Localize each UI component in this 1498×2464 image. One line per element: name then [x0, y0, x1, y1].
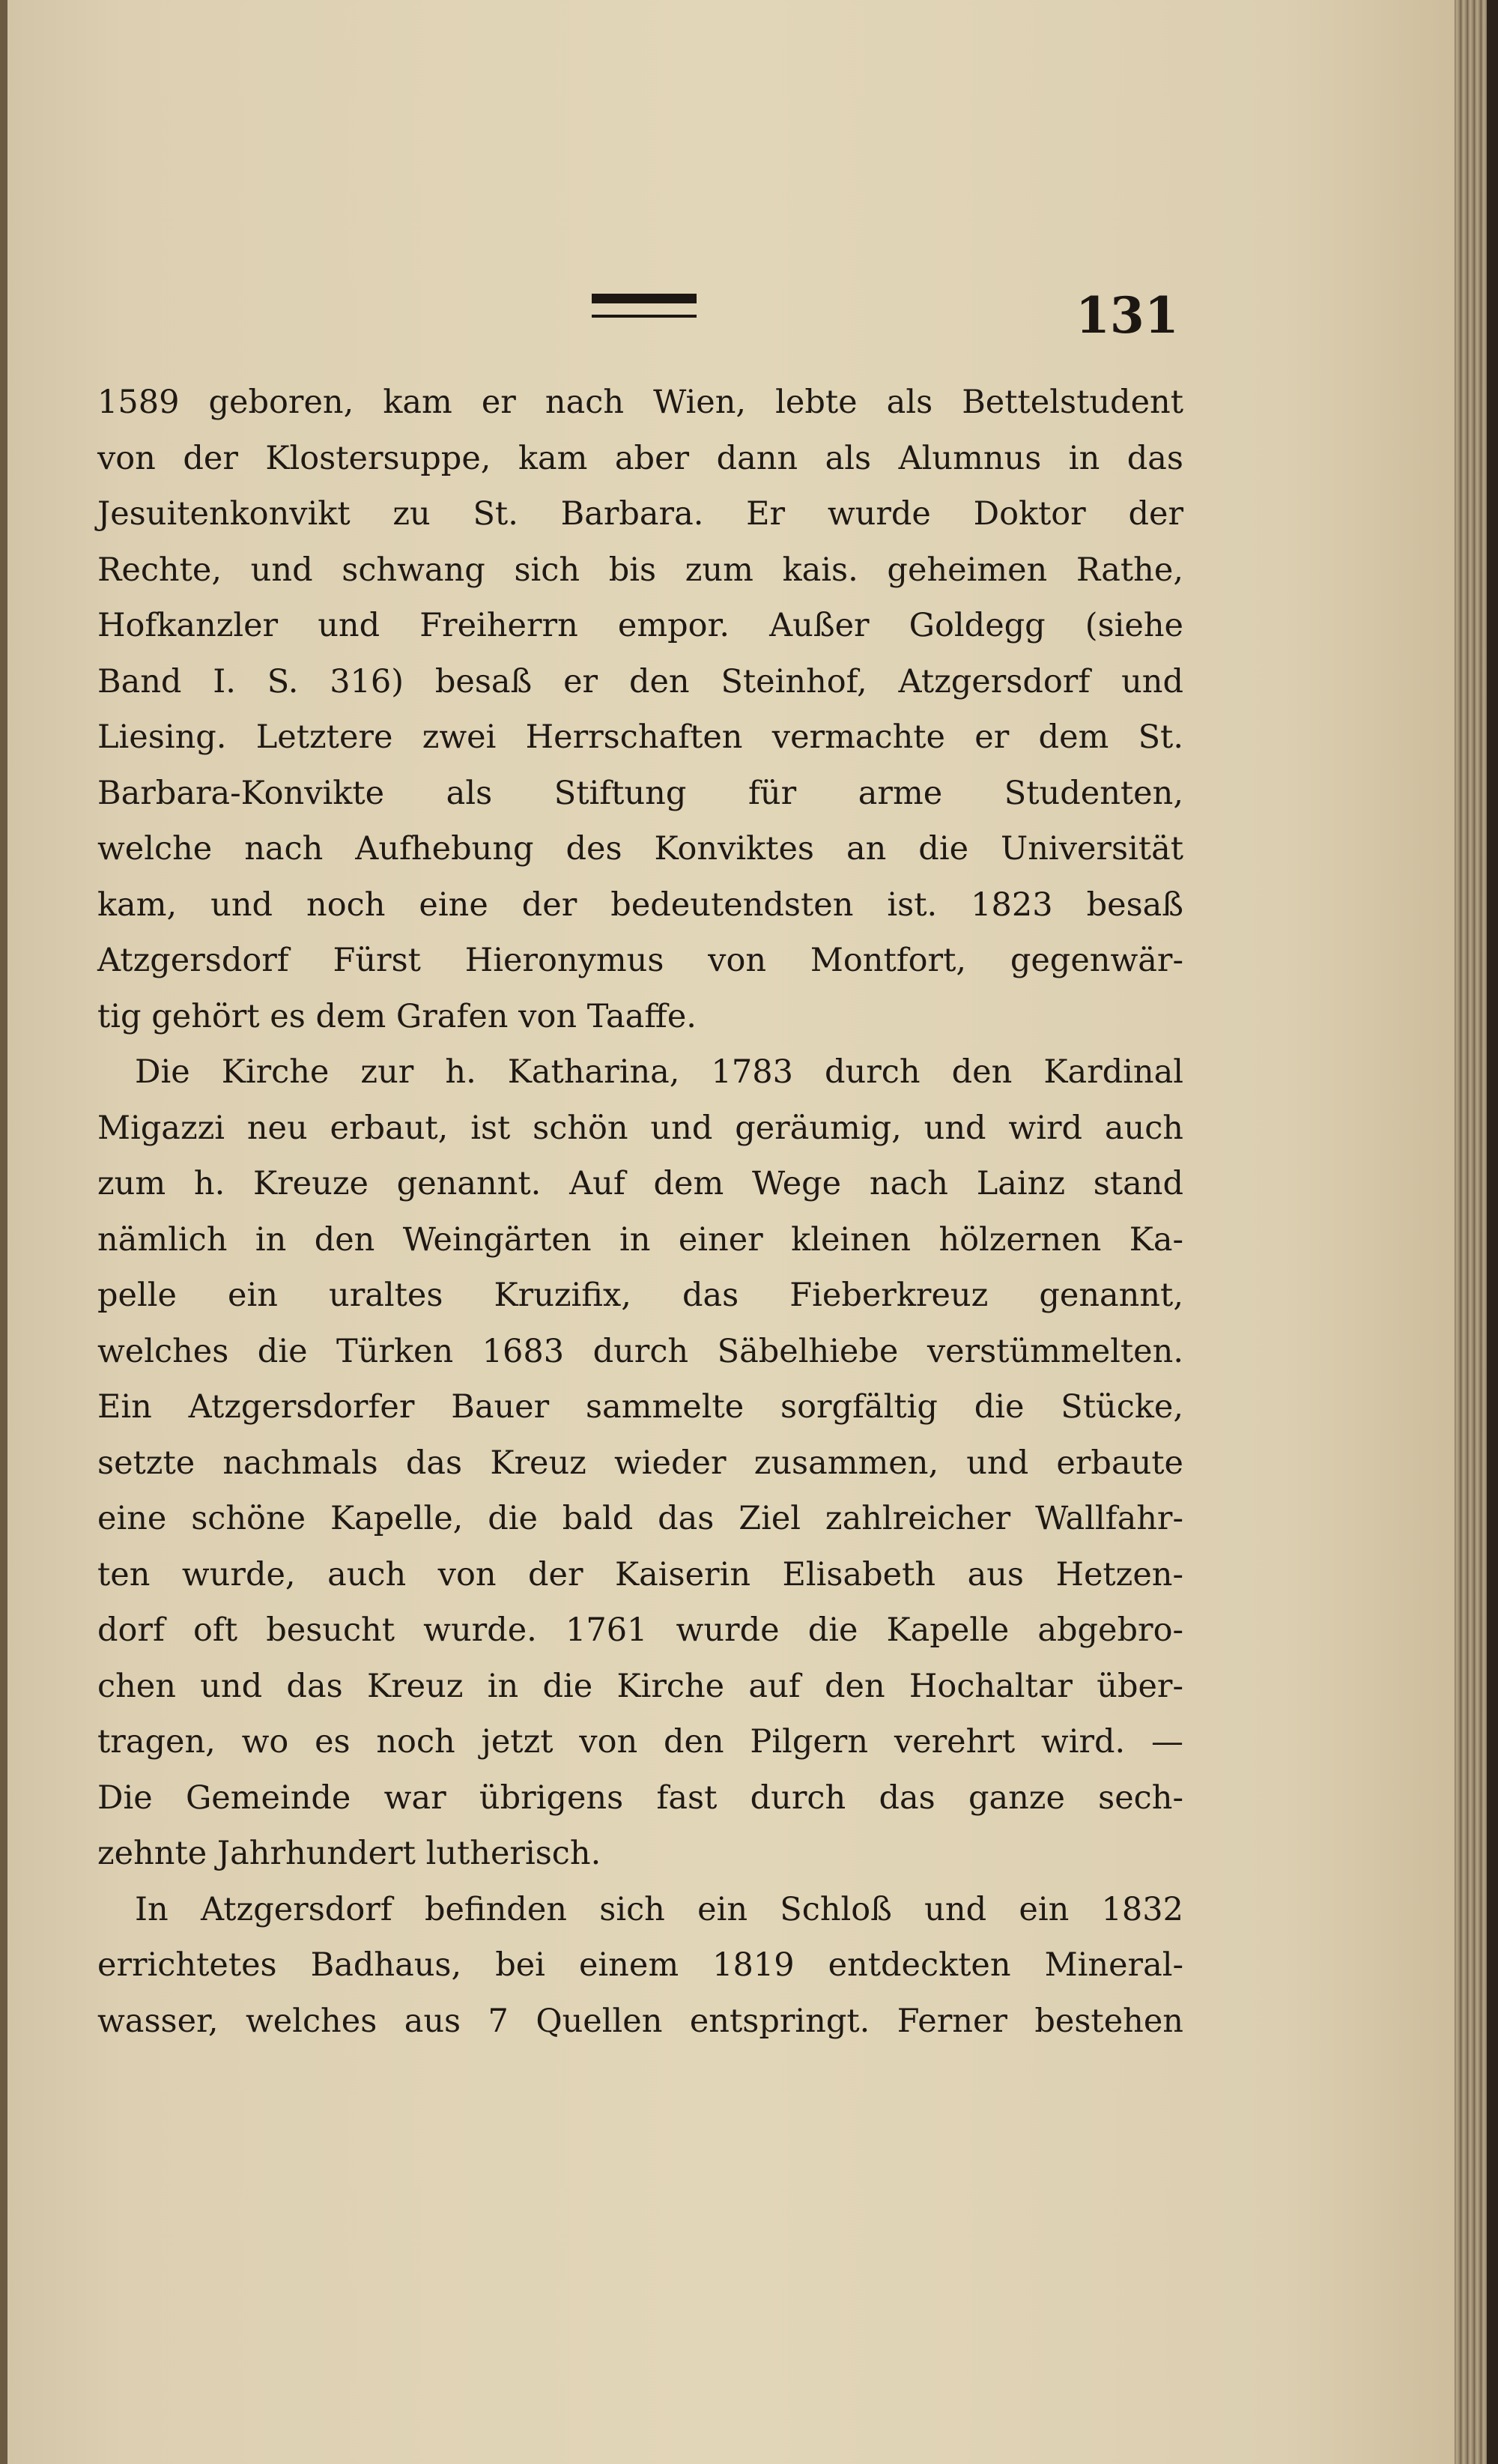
text-line: pelle ein uraltes Kruzifix, das Fieberkreuz genannt, — [97, 1277, 1183, 1314]
text-line: Band I. S. 316) besaß er den Steinhof, Atzgersdorf und — [97, 662, 1183, 700]
text-line: dorf oft besucht wurde. 1761 wurde die Kapelle abgebro- — [97, 1611, 1183, 1649]
text-line: tragen, wo es noch jetzt von den Pilgern verehrt wird. — — [97, 1723, 1183, 1761]
text-line: Rechte, und schwang sich bis zum kais. geheimen Rathe, — [97, 551, 1183, 589]
text-line: Atzgersdorf Fürst Hieronymus von Montfort, gegenwär- — [97, 942, 1183, 979]
text-line: In Atzgersdorf befinden sich ein Schloß und ein 1832 — [135, 1890, 1183, 1928]
text-line: wasser, welches aus 7 Quellen entspringt. Ferner bestehen — [97, 2002, 1183, 2040]
paragraph-2 — [97, 1044, 1183, 1882]
text-line: von der Klostersuppe, kam aber dann als Alumnus in das — [97, 439, 1183, 477]
text-line: 1589 geboren, kam er nach Wien, lebte als Bettelstudent — [97, 384, 1183, 421]
text-line: ten wurde, auch von der Kaiserin Elisabeth aus Hetzen- — [97, 1555, 1183, 1593]
book-gutter — [0, 0, 7, 2464]
text-line: Migazzi neu erbaut, ist schön und geräumig, und wird auch — [97, 1109, 1183, 1147]
text-line: zehnte Jahrhundert lutherisch. — [97, 1835, 601, 1872]
body-text — [97, 375, 1183, 2049]
text-line: zum h. Kreuze genannt. Auf dem Wege nach Lainz stand — [97, 1165, 1183, 1202]
text-line: kam, und noch eine der bedeutendsten ist. 1823 besaß — [97, 886, 1183, 924]
text-line: eine schöne Kapelle, die bald das Ziel zahlreicher Wallfahr- — [97, 1500, 1183, 1537]
paragraph-3 — [97, 1882, 1183, 2050]
text-line: Jesuitenkonvikt zu St. Barbara. Er wurde Doktor der — [97, 495, 1183, 533]
text-line: errichtetes Badhaus, bei einem 1819 entdeckten Mineral- — [97, 1946, 1183, 1984]
text-line: chen und das Kreuz in die Kirche auf den Hochaltar über- — [97, 1667, 1183, 1705]
text-line: nämlich in den Weingärten in einer kleinen hölzernen Ka- — [97, 1220, 1183, 1259]
text-line: Ein Atzgersdorfer Bauer sammelte sorgfältig die Stücke, — [97, 1388, 1183, 1426]
text-line: Hofkanzler und Freiherrn empor. Außer Goldegg (siehe — [97, 607, 1183, 644]
header-rule-thin — [592, 315, 697, 318]
book-cover-edge — [1487, 0, 1498, 2464]
text-line: tig gehört es dem Grafen von Taaffe. — [97, 997, 697, 1035]
header-rule — [592, 294, 697, 303]
text-line: setzte nachmals das Kreuz wieder zusammen, und erbaute — [97, 1444, 1183, 1482]
text-line: Barbara-Konvikte als Stiftung für arme Studenten, — [97, 774, 1183, 812]
paragraph-1 — [97, 375, 1183, 1044]
text-line: Liesing. Letztere zwei Herrschaften vermachte er dem St. — [97, 718, 1183, 756]
text-line: Die Gemeinde war übrigens fast durch das ganze sech- — [97, 1779, 1183, 1817]
page-number: 131 — [1076, 286, 1179, 345]
text-line: Die Kirche zur h. Katharina, 1783 durch den Kardinal — [135, 1053, 1183, 1091]
text-line: welche nach Aufhebung des Konviktes an die Universität — [97, 830, 1183, 868]
text-line: welches die Türken 1683 durch Säbelhiebe verstümmelten. — [97, 1332, 1183, 1370]
